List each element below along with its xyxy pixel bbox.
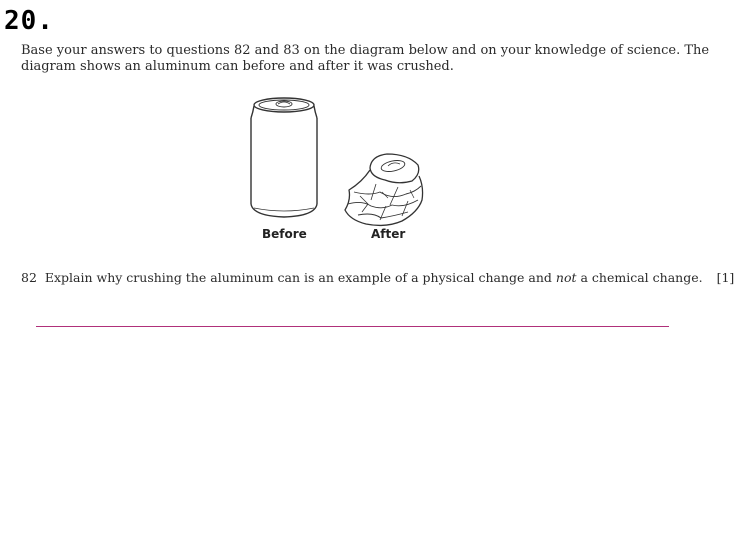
crushed-can-illustration	[345, 154, 423, 225]
intro-line-1: Base your answers to questions 82 and 83 on the diagram below and on your knowledge of science. The	[21, 43, 710, 58]
intro-paragraph	[21, 43, 710, 75]
answer-line[interactable]	[36, 326, 669, 327]
question-text-start: Explain why crushing the aluminum can is an example of a physical change and	[44, 270, 556, 285]
question-points: [1]	[716, 270, 734, 285]
before-label: Before	[262, 227, 307, 241]
question-number: 82	[21, 270, 37, 285]
intro-line-2: diagram shows an aluminum can before and after it was crushed.	[21, 59, 454, 74]
intact-can-illustration	[251, 98, 317, 217]
question-emphasis: not	[555, 270, 577, 285]
question-text-end: a chemical change.	[576, 270, 703, 285]
after-label: After	[371, 227, 406, 241]
slide-number: 20.	[4, 6, 54, 36]
question-82	[21, 270, 734, 285]
aluminum-can-diagram	[240, 88, 460, 243]
